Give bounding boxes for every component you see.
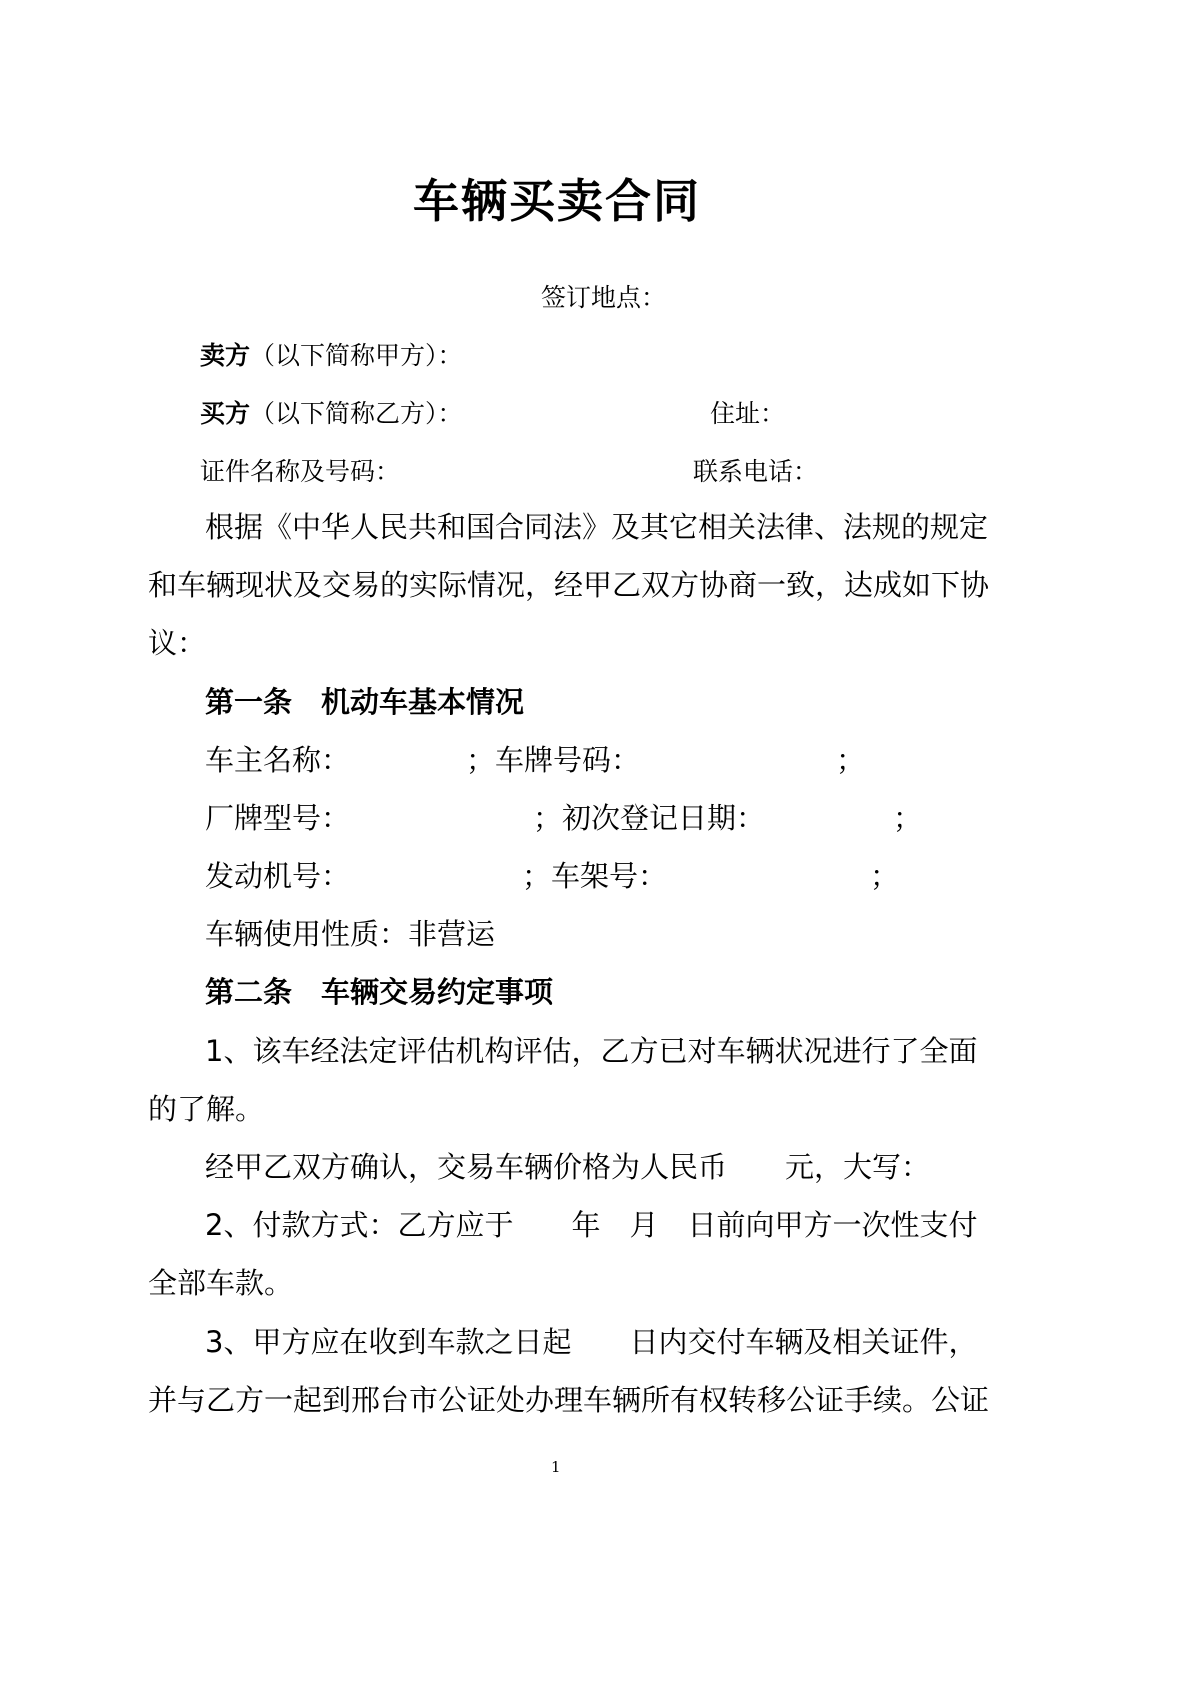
model-label: 厂牌型号： xyxy=(205,801,351,835)
document-title: 车辆买卖合同 xyxy=(413,174,701,228)
seller-alias: （以下简称甲方）： xyxy=(250,341,463,370)
vehicle-usage-line: 车辆使用性质：非营运 xyxy=(205,917,496,951)
plate-number-label: ；车牌号码： xyxy=(466,743,641,777)
seller-label: 卖方 xyxy=(200,341,251,370)
intro-paragraph-line-3: 议： xyxy=(148,626,207,660)
first-registration-label: ；初次登记日期： xyxy=(533,801,766,835)
registration-end-semicolon: ； xyxy=(893,801,923,835)
frame-end-semicolon: ； xyxy=(870,859,900,893)
item-3-line-2: 并与乙方一起到邢台市公证处办理车辆所有权转移公证手续。公证 xyxy=(148,1383,990,1417)
buyer-label: 买方 xyxy=(200,399,251,428)
item-1-line-2: 的了解。 xyxy=(148,1092,265,1126)
item-1-line-1: 1、该车经法定评估机构评估，乙方已对车辆状况进行了全面 xyxy=(205,1034,978,1068)
buyer-line xyxy=(200,394,463,430)
seller-line xyxy=(200,336,463,372)
article-1-heading: 第一条 机动车基本情况 xyxy=(205,685,525,719)
id-document-label: 证件名称及号码： xyxy=(200,457,401,486)
item-3-line-1: 3、甲方应在收到车款之日起 日内交付车辆及相关证件， xyxy=(205,1325,978,1359)
frame-number-label: ；车架号： xyxy=(522,859,668,893)
phone-label: 联系电话： xyxy=(693,457,819,486)
price-line: 经甲乙双方确认，交易车辆价格为人民币 元，大写： xyxy=(205,1150,931,1184)
plate-end-semicolon: ； xyxy=(836,743,866,777)
buyer-alias: （以下简称乙方）： xyxy=(250,399,463,428)
signing-place-label: 签订地点： xyxy=(541,283,667,312)
intro-paragraph-line-2: 和车辆现状及交易的实际情况，经甲乙双方协商一致，达成如下协 xyxy=(148,568,990,602)
address-label: 住址： xyxy=(710,399,786,428)
article-2-heading: 第二条 车辆交易约定事项 xyxy=(205,975,554,1009)
owner-name-label: 车主名称： xyxy=(205,743,351,777)
item-2-line-1: 2、付款方式：乙方应于 年 月 日前向甲方一次性支付 xyxy=(205,1208,978,1242)
engine-number-label: 发动机号： xyxy=(205,859,351,893)
page-number: 1 xyxy=(551,1458,561,1476)
intro-paragraph-line-1: 根据《中华人民共和国合同法》及其它相关法律、法规的规定 xyxy=(205,510,989,544)
item-2-line-2: 全部车款。 xyxy=(148,1266,294,1300)
